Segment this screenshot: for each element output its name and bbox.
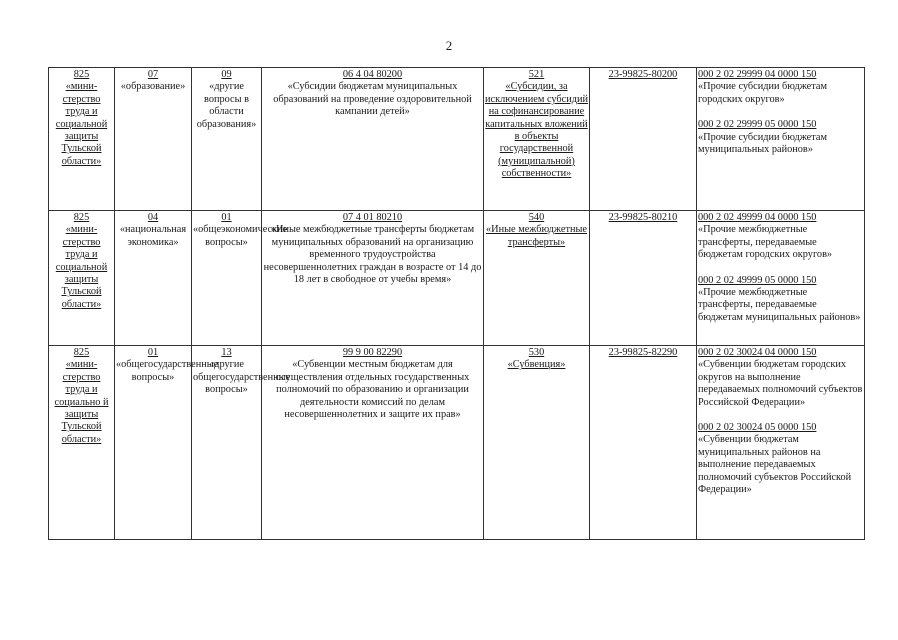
reg-code: 23-99825-82290 xyxy=(608,347,678,358)
expense-text: «Субсидии, за исключением субсидий на софинансирование капитальных вложений в объекты государственной (муниципальной) собственности» xyxy=(485,81,588,180)
page-number: 2 xyxy=(445,38,453,53)
revenue-item xyxy=(698,347,863,409)
target-text: «Иные межбюджетные трансферты бюджетам муниципальных образований на организацию временного трудоустройства несовершеннолетних граждан в возрасте от 14 до 18 лет в свободное от учебы время» xyxy=(263,224,482,286)
revenue-text: «Субвенции бюджетам городских округов на выполнение передаваемых полномочий субъектов Российской Федерации» xyxy=(698,359,863,408)
table-row xyxy=(49,68,865,211)
revenue-text: «Прочие субсидии бюджетам муниципальных районов» xyxy=(698,131,827,156)
target-code: 07 4 01 80210 xyxy=(342,212,403,223)
revenue-cell xyxy=(697,211,865,346)
revenue-cell xyxy=(697,68,865,211)
revenue-code: 000 2 02 49999 05 0000 150 xyxy=(698,274,817,286)
revenue-item xyxy=(698,212,863,262)
expense-code: 540 xyxy=(528,212,545,223)
target-cell xyxy=(262,68,484,211)
subsection-code: 01 xyxy=(221,212,232,223)
target-text: «Субсидии бюджетам муниципальных образований на проведение оздоровительной кампании детей» xyxy=(273,81,472,118)
revenue-item xyxy=(698,275,863,325)
reg-code-cell xyxy=(590,211,697,346)
section-code: 04 xyxy=(147,212,159,223)
subsection-code: 13 xyxy=(221,347,232,358)
revenue-cell xyxy=(697,346,865,540)
budget-table xyxy=(48,67,865,540)
reg-code-cell xyxy=(590,346,697,540)
ministry-code: 825 xyxy=(73,347,90,358)
revenue-text: «Субвенции бюджетам муниципальных районов на выполнение передаваемых полномочий субъектов Российской Федерации» xyxy=(698,434,852,496)
subsection-cell xyxy=(192,211,288,346)
revenue-code: 000 2 02 29999 04 0000 150 xyxy=(698,69,817,80)
subsection-text: «другие вопросы в области образования» xyxy=(196,81,257,130)
ministry-text: «мини-стерство труда и социальной защиты Тульской области» xyxy=(55,81,108,167)
revenue-item xyxy=(698,119,863,156)
subsection-cell xyxy=(192,68,262,211)
ministry-code: 825 xyxy=(73,69,90,80)
table-row xyxy=(49,211,865,346)
section-cell xyxy=(115,68,192,211)
section-text: «национальная экономика» xyxy=(119,224,187,248)
section-cell xyxy=(115,211,192,346)
target-code: 99 9 00 82290 xyxy=(342,347,403,358)
subsection-code: 09 xyxy=(221,69,232,80)
section-code: 01 xyxy=(147,347,159,358)
target-code: 06 4 04 80200 xyxy=(342,69,403,80)
target-text: «Субвенции местным бюджетам для осуществления отдельных государственных полномочий по образованию и организации деятельности комиссий по делам несовершеннолетних и защите их прав» xyxy=(275,359,470,421)
section-cell xyxy=(115,346,219,540)
expense-cell xyxy=(484,68,590,211)
subsection-cell xyxy=(192,346,291,540)
reg-code: 23-99825-80210 xyxy=(608,212,678,223)
revenue-code: 000 2 02 29999 05 0000 150 xyxy=(698,119,817,131)
ministry-cell xyxy=(49,211,115,346)
expense-cell xyxy=(484,346,590,540)
subsection-text: «другие общегосударственные вопросы» xyxy=(193,359,291,396)
target-cell xyxy=(262,211,484,346)
ministry-text: «мини-стерство труда и социальной защиты Тульской области» xyxy=(55,224,108,310)
expense-text: «Иные межбюджетные трансферты» xyxy=(486,224,587,248)
revenue-text: «Прочие субсидии бюджетам городских округов» xyxy=(698,81,827,105)
ministry-cell xyxy=(49,68,115,211)
section-text: «общегосударственные вопросы» xyxy=(116,359,219,383)
ministry-cell xyxy=(49,346,115,540)
target-cell xyxy=(262,346,484,540)
revenue-code: 000 2 02 30024 04 0000 150 xyxy=(698,347,817,358)
section-text: «образование» xyxy=(120,81,186,93)
table-row xyxy=(49,346,865,540)
revenue-code: 000 2 02 49999 04 0000 150 xyxy=(698,212,817,223)
ministry-code: 825 xyxy=(73,212,90,223)
revenue-item xyxy=(698,422,863,496)
revenue-text: «Прочие межбюджетные трансферты, передаваемые бюджетам муниципальных районов» xyxy=(698,287,861,323)
revenue-text: «Прочие межбюджетные трансферты, передаваемые бюджетам городских округов» xyxy=(698,224,833,261)
expense-cell xyxy=(484,211,590,346)
ministry-text: «мини-стерство труда и социально й защиты Тульской области» xyxy=(54,359,109,445)
expense-text: «Субвенция» xyxy=(507,359,566,371)
reg-code-cell xyxy=(590,68,697,211)
subsection-text: «общеэкономические вопросы» xyxy=(193,224,288,248)
revenue-code: 000 2 02 30024 05 0000 150 xyxy=(698,422,817,434)
section-code: 07 xyxy=(147,69,159,80)
revenue-item xyxy=(698,69,863,106)
expense-code: 521 xyxy=(528,69,545,80)
expense-code: 530 xyxy=(528,347,545,358)
reg-code: 23-99825-80200 xyxy=(608,69,678,80)
